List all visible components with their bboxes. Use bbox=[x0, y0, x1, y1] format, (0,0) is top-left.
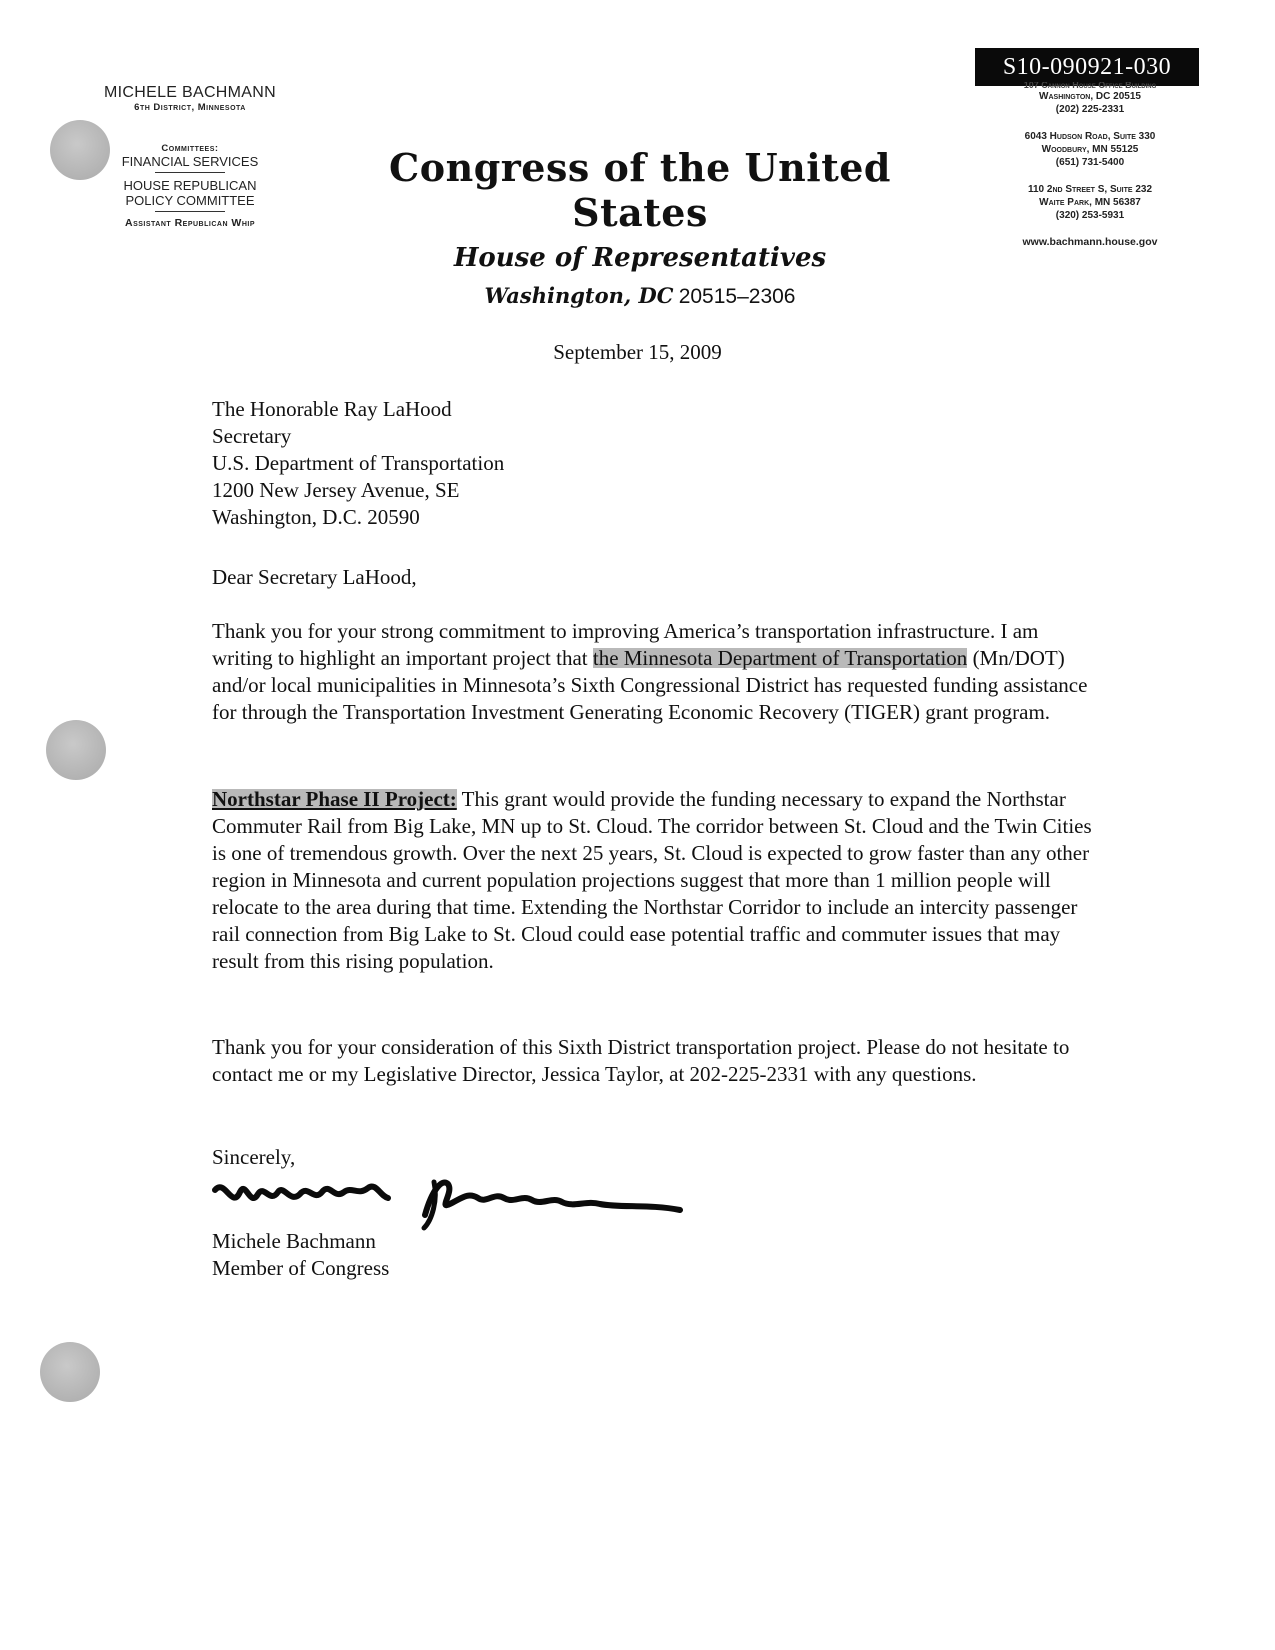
committee-policy-line2: POLICY COMMITTEE bbox=[125, 193, 255, 208]
signature-block bbox=[212, 1228, 1092, 1282]
salutation: Dear Secretary LaHood, bbox=[212, 565, 417, 589]
address-line: Washington, D.C. 20590 bbox=[212, 505, 420, 529]
office2-phone: (651) 731-5400 bbox=[1055, 157, 1125, 168]
punch-hole-middle bbox=[46, 720, 106, 780]
office2-line2: Woodbury, MN 55125 bbox=[1041, 144, 1139, 155]
office1-line1: 107 Cannon House Office Building bbox=[1023, 82, 1157, 89]
address-line: Secretary bbox=[212, 424, 292, 448]
office3-phone: (320) 253-5931 bbox=[1055, 210, 1125, 221]
website: www.bachmann.house.gov bbox=[1022, 236, 1158, 248]
highlighted-text: the Minnesota Department of Transportation bbox=[592, 646, 968, 670]
letter-date: September 15, 2009 bbox=[553, 340, 722, 364]
punch-hole-bottom bbox=[40, 1342, 100, 1402]
document-stamp: S10-090921-030 bbox=[975, 48, 1199, 86]
committee-financial-services: FINANCIAL SERVICES bbox=[121, 154, 259, 169]
address-line: 1200 New Jersey Avenue, SE bbox=[212, 478, 460, 502]
signer-name: Michele Bachmann bbox=[212, 1229, 376, 1253]
paragraph-intro bbox=[212, 618, 1092, 726]
district: 6th District, Minnesota bbox=[134, 102, 246, 113]
paragraph-text: This grant would provide the funding necessary to expand the Northstar Commuter Rail from Big Lake, MN up to St. Cloud. The corridor between St. Cloud and the Twin Cities is one of tremendous growth. Over the next 25 years, St. Cloud is expected to grow faster than any other region in Minnesota and current population projections suggest that more than 1 million people will relocate to the area during that time. Extending the Northstar Corridor to include an intercity passenger rail connection from Big Lake to St. Cloud could ease potential traffic and commuter issues that may result from this rising population. bbox=[212, 787, 1092, 973]
committee-policy-line1: HOUSE REPUBLICAN bbox=[123, 178, 257, 193]
office1-line2: Washington, DC 20515 bbox=[1039, 91, 1141, 102]
center-letterhead bbox=[360, 145, 920, 309]
office2-line1: 6043 Hudson Road, Suite 330 bbox=[1024, 131, 1156, 142]
paragraph-text: (Mn/DOT) and/or local municipalities in Minnesota’s Sixth Congressional District has requested funding assistance for through the Transportation Investment Generating Economic Recovery (TIGER) grant program. bbox=[212, 646, 1088, 724]
assistant-whip: Assistant Republican Whip bbox=[124, 217, 255, 229]
paragraph-text: Thank you for your strong commitment to improving America’s transportation infrastructure. I am writing to highlight an important project that bbox=[212, 619, 1039, 670]
recipient-address bbox=[212, 396, 1092, 531]
divider bbox=[155, 211, 225, 212]
signer-title: Member of Congress bbox=[212, 1256, 390, 1280]
left-letterhead bbox=[70, 84, 310, 229]
address-line: U.S. Department of Transportation bbox=[212, 451, 505, 475]
washington-address bbox=[360, 283, 920, 309]
office3-line1: 110 2nd Street S, Suite 232 bbox=[1027, 184, 1153, 195]
office1-phone: (202) 225-2331 bbox=[1055, 104, 1125, 115]
zip: 20515–2306 bbox=[678, 285, 796, 308]
congress-title: Congress of the United States bbox=[388, 145, 891, 235]
closing: Sincerely, bbox=[212, 1145, 296, 1169]
house-title: House of Representatives bbox=[453, 243, 827, 273]
right-letterhead bbox=[990, 82, 1190, 249]
city: Washington, DC bbox=[484, 283, 674, 308]
paragraph-closing: Thank you for your consideration of this Sixth District transportation project. Please do not hesitate to contact me or my Legislative Director, Jessica Taylor, at 202-225-2331 with any questions. bbox=[212, 1035, 1070, 1086]
address-line: The Honorable Ray LaHood bbox=[212, 397, 452, 421]
divider bbox=[155, 172, 225, 173]
committees-label: Committees: bbox=[161, 143, 219, 154]
member-name: MICHELE BACHMANN bbox=[104, 84, 276, 101]
paragraph-project bbox=[212, 786, 1092, 975]
office3-line2: Waite Park, MN 56387 bbox=[1039, 197, 1141, 208]
project-heading: Northstar Phase II Project: bbox=[212, 787, 457, 811]
